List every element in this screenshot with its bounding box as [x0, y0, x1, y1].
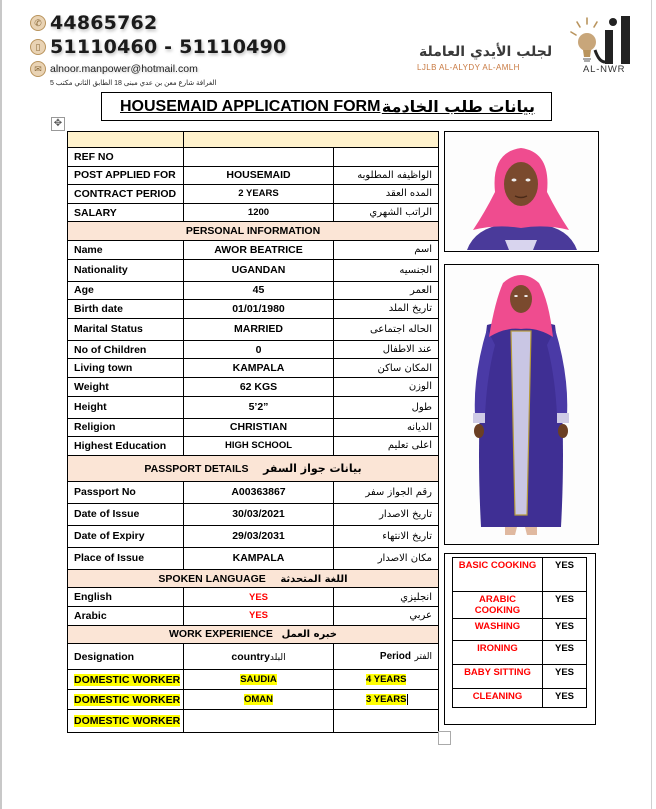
experience-column-header-row	[68, 644, 439, 670]
form-title-box	[101, 92, 552, 121]
field-label-arabic	[334, 148, 439, 167]
field-label-arabic: عند الاطفال	[334, 340, 439, 359]
experience-row	[68, 710, 439, 733]
field-label-arabic: تاريخ الاصدار	[334, 503, 439, 525]
field-label-arabic: الديانه	[334, 418, 439, 437]
table-row	[68, 481, 439, 503]
field-label-arabic: عربي	[334, 606, 439, 625]
experience-designation[interactable]	[68, 690, 184, 710]
office-address: الغرافة شارع معن بن عدي مبنى 18 الطابق الثاني مكتب 5	[50, 80, 217, 87]
form-title-english: HOUSEMAID APPLICATION FORM	[120, 97, 381, 115]
field-value[interactable]: 1200	[184, 203, 334, 222]
field-label: Nationality	[68, 259, 184, 281]
field-label-arabic: تاريخ الملد	[334, 300, 439, 319]
mobile-numbers: 51110460 - 51110490	[50, 36, 287, 58]
skill-row	[453, 592, 587, 619]
column-header-designation: Designation	[68, 644, 184, 670]
experience-period[interactable]	[334, 690, 439, 710]
language-heading-english: SPOKEN LANGUAGE	[158, 572, 266, 585]
field-label: Religion	[68, 418, 184, 437]
field-value[interactable]: UGANDAN	[184, 259, 334, 281]
skill-name: WASHING	[453, 619, 543, 641]
logo-brand: AL-NWR	[583, 64, 626, 75]
mobile-icon: ▯	[30, 39, 46, 55]
country-label-arabic: البلد	[269, 652, 286, 663]
field-label-arabic: رقم الجواز سفر	[334, 481, 439, 503]
field-value[interactable]: CHRISTIAN	[184, 418, 334, 437]
table-row	[68, 437, 439, 456]
skill-name: BASIC COOKING	[453, 558, 543, 592]
table-row	[68, 418, 439, 437]
field-value[interactable]: 5’2”	[184, 396, 334, 418]
skill-value[interactable]: YES	[543, 641, 587, 665]
field-label: Passport No	[68, 481, 184, 503]
experience-row	[68, 690, 439, 710]
field-label: Name	[68, 240, 184, 259]
experience-row	[68, 670, 439, 690]
field-label-arabic: الجنسيه	[334, 259, 439, 281]
header-cell	[68, 132, 184, 148]
field-value[interactable]: KAMPALA	[184, 547, 334, 569]
skill-value[interactable]: YES	[543, 689, 587, 708]
experience-heading-english: WORK EXPERIENCE	[169, 628, 273, 641]
section-heading-personal: PERSONAL INFORMATION	[68, 222, 439, 241]
field-label: Highest Education	[68, 437, 184, 456]
logo-arabic-name: لجلب الأيدي العاملة	[419, 44, 553, 60]
field-label: Weight	[68, 377, 184, 396]
field-value[interactable]	[184, 148, 334, 167]
field-label: SALARY	[68, 203, 184, 222]
field-value[interactable]: 30/03/2021	[184, 503, 334, 525]
field-label-arabic: تاريخ الانتهاء	[334, 525, 439, 547]
field-label: Marital Status	[68, 318, 184, 340]
field-label: Birth date	[68, 300, 184, 319]
experience-designation[interactable]	[68, 710, 184, 733]
section-heading-row	[68, 625, 439, 644]
field-value[interactable]: 01/01/1980	[184, 300, 334, 319]
skill-value[interactable]: YES	[543, 665, 587, 689]
table-row	[68, 525, 439, 547]
period-label-arabic: الفتر	[414, 652, 432, 663]
field-label: English	[68, 588, 184, 607]
field-label-arabic: طول	[334, 396, 439, 418]
field-label-arabic: اعلى تعليم	[334, 437, 439, 456]
page-edge	[0, 0, 2, 809]
field-label-arabic: الوزن	[334, 377, 439, 396]
passport-heading-arabic: بيانات جواز السفر	[263, 461, 362, 475]
table-row	[68, 185, 439, 204]
header-cell	[184, 132, 439, 148]
passport-heading-english: PASSPORT DETAILS	[144, 462, 249, 475]
skills-table	[452, 557, 587, 708]
period-text: 4 YEARS	[366, 674, 407, 686]
phone-icon: ✆	[30, 15, 46, 31]
text-cursor	[407, 694, 408, 705]
table-row	[68, 503, 439, 525]
field-label: Date of Expiry	[68, 525, 184, 547]
experience-country[interactable]	[184, 690, 334, 710]
experience-country[interactable]	[184, 710, 334, 733]
period-text: 3 YEARS	[366, 694, 407, 706]
column-header-country	[184, 644, 334, 670]
company-logo	[415, 12, 645, 77]
skill-value[interactable]: YES	[543, 558, 587, 592]
experience-heading-arabic: خبره العمل	[281, 629, 337, 641]
table-row	[68, 588, 439, 607]
portrait-photo	[444, 131, 599, 252]
skill-row	[453, 665, 587, 689]
portrait-photo-image	[445, 132, 597, 250]
table-move-handle-icon[interactable]: ✥	[51, 117, 65, 131]
period-label-english: Period	[379, 651, 412, 663]
field-value[interactable]: AWOR BEATRICE	[184, 240, 334, 259]
field-value[interactable]: HIGH SCHOOL	[184, 437, 334, 456]
language-heading-arabic: اللغة المتحدثة	[280, 573, 348, 585]
country-text: SAUDIA	[240, 674, 277, 686]
table-row	[68, 281, 439, 300]
table-row	[68, 148, 439, 167]
section-heading-row	[68, 455, 439, 481]
skill-row	[453, 619, 587, 641]
table-row	[68, 340, 439, 359]
field-label: REF NO	[68, 148, 184, 167]
phone-number: 44865762	[50, 12, 158, 34]
skill-value[interactable]: YES	[543, 619, 587, 641]
table-row	[68, 396, 439, 418]
mail-icon: ✉	[30, 61, 46, 77]
field-label: Age	[68, 281, 184, 300]
section-heading-row	[68, 222, 439, 241]
field-label: Height	[68, 396, 184, 418]
field-value[interactable]: YES	[184, 606, 334, 625]
application-table	[67, 131, 439, 733]
designation-text: DOMESTIC WORKER	[74, 673, 181, 686]
field-value[interactable]: HOUSEMAID	[184, 166, 334, 185]
field-value[interactable]: 62 KGS	[184, 377, 334, 396]
table-row	[68, 547, 439, 569]
skill-name: ARABIC COOKING	[453, 592, 543, 619]
table-row	[68, 203, 439, 222]
country-text: OMAN	[243, 694, 274, 706]
field-value[interactable]: 0	[184, 340, 334, 359]
field-label-arabic: انجليزي	[334, 588, 439, 607]
form-title-arabic: بيانات طلب الخادمة	[381, 97, 535, 116]
field-label-arabic: الراتب الشهري	[334, 203, 439, 222]
logo-latin-name: LJLB AL-ALYDY AL-AMLH	[417, 63, 520, 72]
field-value[interactable]: 29/03/2031	[184, 525, 334, 547]
table-row	[68, 240, 439, 259]
field-label: CONTRACT PERIOD	[68, 185, 184, 204]
field-label-arabic: المده العقد	[334, 185, 439, 204]
field-label-arabic: الواظيفه المطلوبه	[334, 166, 439, 185]
skill-name: CLEANING	[453, 689, 543, 708]
skill-name: BABY SITTING	[453, 665, 543, 689]
field-label: Date of Issue	[68, 503, 184, 525]
table-row	[68, 377, 439, 396]
section-heading-languages	[68, 569, 439, 588]
skill-name: IRONING	[453, 641, 543, 665]
table-row	[68, 318, 439, 340]
field-label-arabic: العمر	[334, 281, 439, 300]
paragraph-mark-box	[438, 731, 451, 745]
full-body-photo	[444, 264, 599, 545]
field-value[interactable]: YES	[184, 588, 334, 607]
field-label: Living town	[68, 359, 184, 378]
contact-block	[30, 12, 286, 87]
page-edge	[651, 0, 652, 809]
column-header-period	[334, 644, 439, 670]
table-row	[68, 606, 439, 625]
section-heading-passport	[68, 455, 439, 481]
experience-period[interactable]	[334, 710, 439, 733]
table-row	[68, 300, 439, 319]
field-value[interactable]: A00363867	[184, 481, 334, 503]
table-row	[68, 359, 439, 378]
field-label: Arabic	[68, 606, 184, 625]
skill-row	[453, 689, 587, 708]
table-row	[68, 166, 439, 185]
designation-text: DOMESTIC WORKER	[74, 715, 181, 728]
table-header-band	[68, 132, 439, 148]
field-value[interactable]: MARRIED	[184, 318, 334, 340]
table-row	[68, 259, 439, 281]
field-label-arabic: مكان الاصدار	[334, 547, 439, 569]
skill-value[interactable]: YES	[543, 592, 587, 619]
field-value[interactable]: KAMPALA	[184, 359, 334, 378]
field-value[interactable]: 2 YEARS	[184, 185, 334, 204]
experience-country[interactable]	[184, 670, 334, 690]
experience-designation[interactable]	[68, 670, 184, 690]
section-heading-row	[68, 569, 439, 588]
designation-text: DOMESTIC WORKER	[74, 693, 181, 706]
experience-period[interactable]	[334, 670, 439, 690]
full-body-photo-image	[445, 265, 597, 543]
email-address: alnoor.manpower@hotmail.com	[50, 63, 198, 75]
country-label-english: country	[231, 650, 270, 663]
field-label: Place of Issue	[68, 547, 184, 569]
section-heading-experience	[68, 625, 439, 644]
skill-row	[453, 558, 587, 592]
field-label-arabic: المكان ساكن	[334, 359, 439, 378]
field-label-arabic: اسم	[334, 240, 439, 259]
field-label: POST APPLIED FOR	[68, 166, 184, 185]
field-value[interactable]: 45	[184, 281, 334, 300]
field-label-arabic: الحاله اجتماعى	[334, 318, 439, 340]
skill-row	[453, 641, 587, 665]
field-label: No of Children	[68, 340, 184, 359]
